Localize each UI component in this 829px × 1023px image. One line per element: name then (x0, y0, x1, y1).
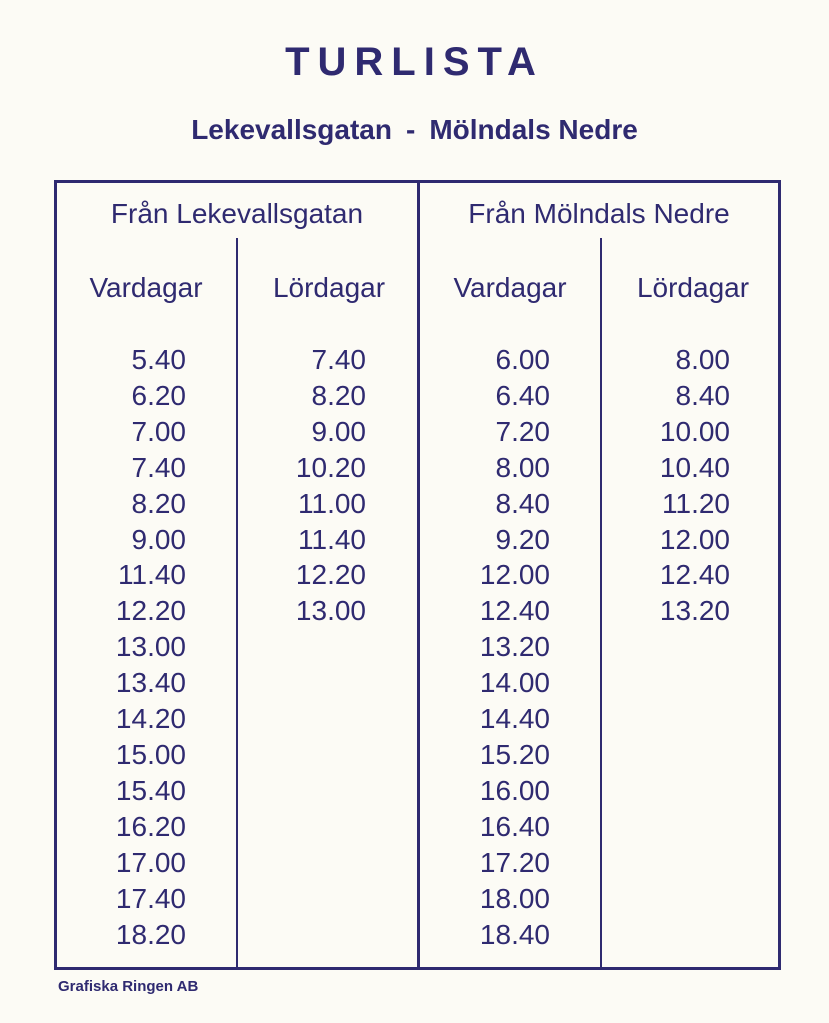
departure-time: 14.40 (479, 703, 550, 735)
direction-divider (417, 183, 420, 967)
column-heading-lordagar: Lördagar (272, 272, 386, 303)
departure-time: 8.40 (675, 379, 730, 411)
departure-time: 7.40 (131, 451, 186, 483)
departure-time: 18.20 (115, 918, 186, 950)
departure-time: 7.20 (495, 415, 550, 447)
route-to: Mölndals Nedre (429, 114, 638, 145)
departure-time: 13.20 (479, 631, 550, 663)
column-heading-lordagar: Lördagar (636, 272, 750, 303)
departure-time: 18.00 (479, 882, 550, 914)
departure-time: 16.40 (479, 810, 550, 842)
page-title: TURLISTA (285, 40, 544, 84)
departure-time: 9.00 (311, 415, 366, 447)
departure-time: 12.40 (479, 595, 550, 627)
departure-time: 15.20 (479, 738, 550, 770)
departure-time: 17.20 (479, 846, 550, 878)
departure-time: 8.00 (675, 344, 730, 375)
departure-time: 17.00 (115, 846, 186, 878)
times-list-lekevallsgatan-vardagar (90, 342, 186, 952)
direction-heading-lekevallsgatan: Från Lekevallsgatan (110, 198, 364, 229)
times-list-molndals-lordagar (632, 342, 730, 629)
column-heading-vardagar: Vardagar (453, 272, 567, 303)
departure-time: 17.40 (115, 882, 186, 914)
departure-time: 8.40 (495, 487, 550, 519)
printer-credit: Grafiska Ringen AB (58, 978, 199, 995)
departure-time: 13.00 (295, 595, 366, 627)
departure-time: 16.00 (479, 774, 550, 806)
departure-time: 11.40 (298, 523, 366, 555)
departure-time: 13.20 (659, 595, 730, 627)
departure-time: 12.20 (295, 559, 366, 591)
departure-time: 6.40 (495, 379, 550, 411)
departure-time: 6.20 (131, 379, 186, 411)
departure-time: 10.40 (659, 451, 730, 483)
departure-time: 8.20 (311, 379, 366, 411)
departure-time: 10.00 (659, 415, 730, 447)
departure-time: 5.40 (131, 344, 186, 375)
departure-time: 11.20 (662, 487, 730, 519)
departure-time: 12.40 (659, 559, 730, 591)
departure-time: 12.00 (479, 559, 550, 591)
departure-time: 9.20 (495, 523, 550, 555)
route-from: Lekevallsgatan (191, 114, 392, 145)
departure-time: 14.20 (115, 703, 186, 735)
departure-time: 13.00 (115, 631, 186, 663)
route-separator: - (405, 114, 416, 145)
departure-time: 12.00 (659, 523, 730, 555)
departure-time: 15.00 (115, 738, 186, 770)
direction-heading-molndals-nedre: Från Mölndals Nedre (468, 198, 730, 229)
departure-time: 8.00 (495, 451, 550, 483)
departure-time: 11.40 (118, 559, 186, 591)
departure-time: 8.20 (131, 487, 186, 519)
departure-time: 11.00 (298, 487, 366, 519)
departure-time: 9.00 (131, 523, 186, 555)
departure-time: 13.40 (115, 667, 186, 699)
departure-time: 6.00 (495, 344, 550, 375)
column-divider-right (600, 238, 602, 967)
times-list-molndals-vardagar (452, 342, 550, 952)
departure-time: 16.20 (115, 810, 186, 842)
column-heading-vardagar: Vardagar (89, 272, 203, 303)
departure-time: 18.40 (479, 918, 550, 950)
departure-time: 10.20 (295, 451, 366, 483)
departure-time: 14.00 (479, 667, 550, 699)
departure-time: 7.00 (131, 415, 186, 447)
departure-time: 7.40 (311, 344, 366, 375)
column-divider-left (236, 238, 238, 967)
times-list-lekevallsgatan-lordagar (270, 342, 366, 629)
departure-time: 12.20 (115, 595, 186, 627)
route-subtitle (0, 114, 829, 146)
departure-time: 15.40 (115, 774, 186, 806)
